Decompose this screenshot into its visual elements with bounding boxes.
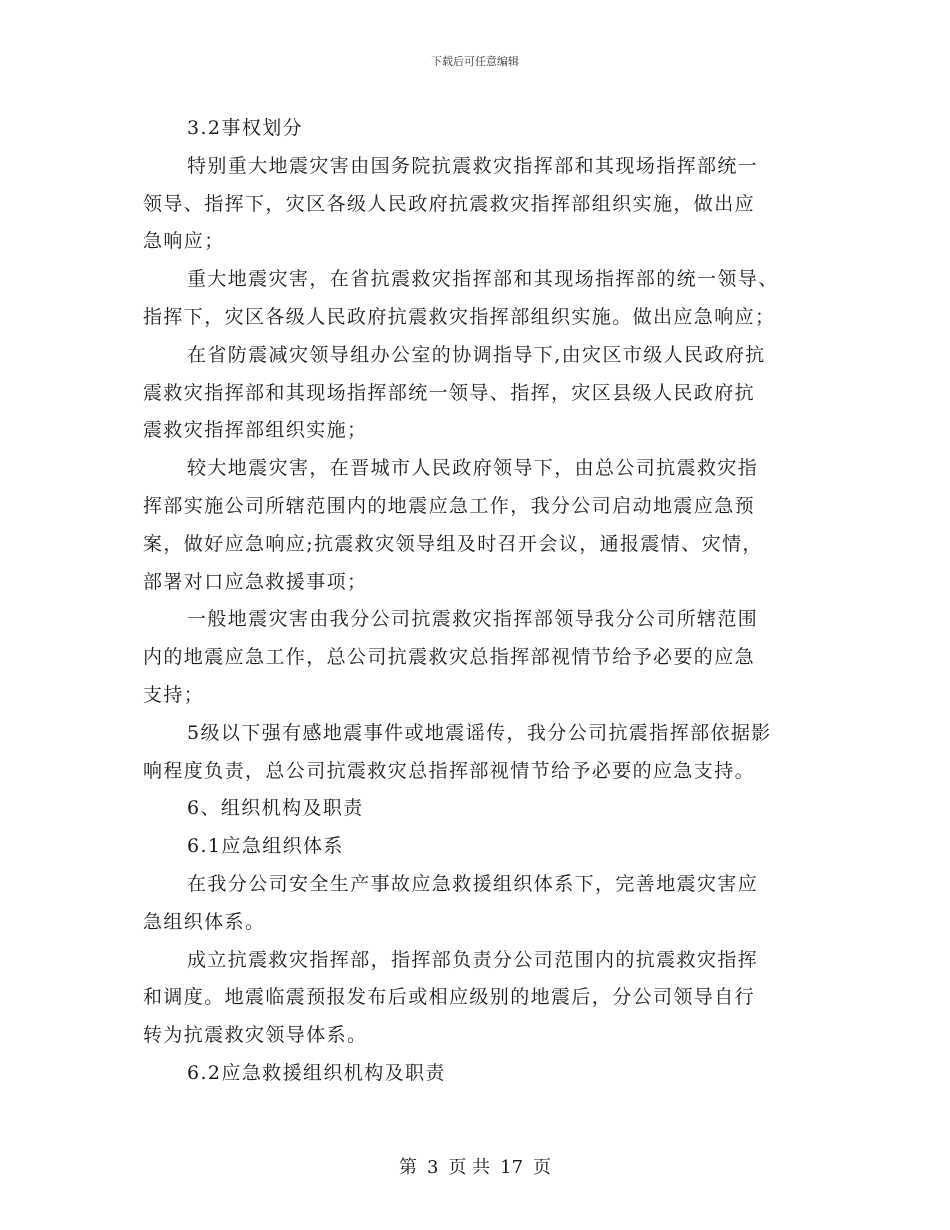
text-line: 和调度。地震临震预报发布后或相应级别的地震后，分公司领导自行 bbox=[143, 986, 756, 1009]
page-footer bbox=[0, 1153, 950, 1179]
text-line: 内的地震应急工作，总公司抗震救灾总指挥部视情节给予必要的应急 bbox=[143, 646, 756, 669]
text-line: 领导、指挥下，灾区各级人民政府抗震救灾指挥部组织实施，做出应 bbox=[143, 192, 756, 215]
footer-prefix: 第 bbox=[398, 1157, 417, 1178]
footer-suffix: 页 bbox=[533, 1157, 552, 1178]
text-line: 转为抗震救灾领导体系。 bbox=[143, 1024, 368, 1047]
footer-total-pages: 17 bbox=[500, 1157, 524, 1178]
text-line: 5级以下强有感地震事件或地震谣传，我分公司抗震指挥部依据影 bbox=[187, 721, 772, 744]
text-line: 特别重大地震灾害由国务院抗震救灾指挥部和其现场指挥部统一 bbox=[187, 154, 759, 177]
text-line: 急响应； bbox=[143, 230, 225, 253]
text-line: 6、组织机构及职责 bbox=[187, 797, 364, 820]
text-line: 响程度负责，总公司抗震救灾总指挥部视情节给予必要的应急支持。 bbox=[143, 759, 756, 782]
text-line: 重大地震灾害，在省抗震救灾指挥部和其现场指挥部的统一领导、 bbox=[187, 268, 779, 291]
document-body bbox=[143, 110, 813, 1093]
text-line: 震救灾指挥部和其现场指挥部统一领导、指挥，灾区县级人民政府抗 bbox=[143, 381, 756, 404]
page-header-note: 下载后可任意编辑 bbox=[431, 55, 519, 68]
text-line: 指挥下，灾区各级人民政府抗震救灾指挥部组织实施。做出应急响应； bbox=[143, 305, 776, 328]
text-line: 6.1应急组织体系 bbox=[187, 835, 344, 858]
text-line: 较大地震灾害，在晋城市人民政府领导下，由总公司抗震救灾指 bbox=[187, 457, 759, 480]
text-line: 一般地震灾害由我分公司抗震救灾指挥部领导我分公司所辖范围 bbox=[187, 608, 759, 631]
text-line: 案，做好应急响应;抗震救灾领导组及时召开会议，通报震情、灾情， bbox=[143, 532, 763, 555]
text-line: 6.2应急救援组织机构及职责 bbox=[187, 1061, 446, 1084]
text-line: 在我分公司安全生产事故应急救援组织体系下，完善地震灾害应 bbox=[187, 872, 759, 895]
text-line: 在省防震减灾领导组办公室的协调指导下,由灾区市级人民政府抗 bbox=[187, 343, 766, 366]
text-line: 急组织体系。 bbox=[143, 910, 266, 933]
footer-middle: 页 共 bbox=[448, 1157, 491, 1178]
text-line: 3.2事权划分 bbox=[187, 117, 304, 139]
text-line: 震救灾指挥部组织实施； bbox=[143, 419, 368, 442]
footer-current-page: 3 bbox=[426, 1157, 439, 1178]
text-line: 成立抗震救灾指挥部，指挥部负责分公司范围内的抗震救灾指挥 bbox=[187, 948, 759, 971]
text-line: 挥部实施公司所辖范围内的地震应急工作，我分公司启动地震应急预 bbox=[143, 494, 756, 517]
text-line: 部署对口应急救援事项； bbox=[143, 570, 368, 593]
text-line: 支持； bbox=[143, 683, 205, 706]
